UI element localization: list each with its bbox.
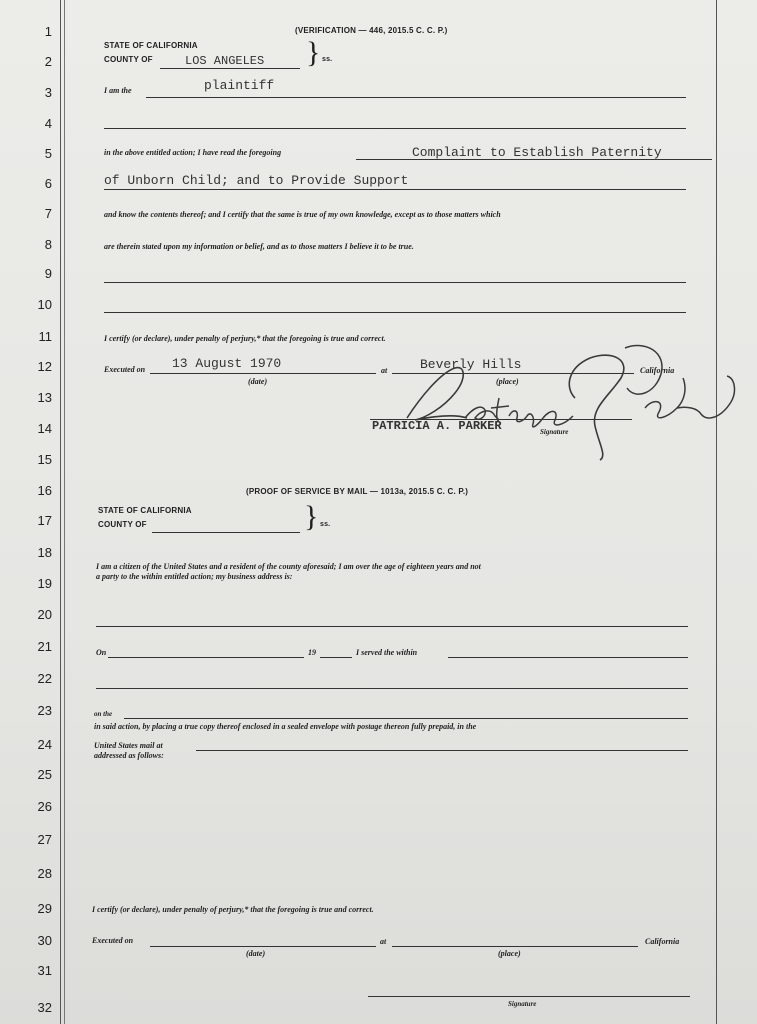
line-4-rule: [104, 128, 686, 129]
line-number: 13: [37, 390, 52, 405]
line-10-rule: [104, 312, 686, 313]
proof-nineteen: 19: [308, 648, 316, 657]
proof-date-rule: [150, 946, 376, 947]
line-number: 25: [37, 767, 52, 782]
verification-executed-on: Executed on: [104, 365, 146, 374]
line-number: 19: [37, 576, 52, 591]
proof-brace: }: [304, 500, 319, 533]
proof-at: at: [380, 937, 387, 946]
line-number: 2: [44, 54, 52, 69]
line-number: 32: [37, 1000, 52, 1015]
line-number: 17: [37, 513, 52, 528]
proof-california: California: [645, 937, 680, 946]
doc-title-line-1: Complaint to Establish Paternity: [412, 145, 662, 160]
line-number: 27: [37, 832, 52, 847]
verification-date-value: 13 August 1970: [172, 356, 282, 371]
doc-title-rule-2: [104, 189, 686, 190]
line-number: 1: [44, 24, 52, 39]
line-number: 26: [37, 799, 52, 814]
verification-certify: I certify (or declare), under penalty of perjury,* that the foregoing is true and correct.: [104, 334, 386, 343]
line-number: 9: [44, 266, 52, 281]
role-value: plaintiff: [204, 78, 275, 93]
verification-county-value: LOS ANGELES: [185, 54, 265, 68]
address-rule: [96, 626, 688, 627]
line-number: 3: [44, 85, 52, 100]
line-number: 29: [37, 901, 52, 916]
proof-us-mail: United States mail at: [94, 741, 163, 750]
line-number: 5: [44, 146, 52, 161]
date-rule: [150, 373, 376, 374]
signer-name: PATRICIA A. PARKER: [372, 419, 502, 433]
role-rule: [146, 97, 686, 98]
proof-on-the-rule: [124, 718, 688, 719]
proof-on: On: [96, 648, 107, 657]
line-number: 11: [38, 329, 52, 344]
proof-mail-rule: [196, 750, 688, 751]
line-number: 20: [37, 607, 52, 622]
proof-served-rule: [448, 657, 688, 658]
verification-state: STATE OF CALIFORNIA: [104, 41, 198, 50]
line-22-rule: [96, 688, 688, 689]
verification-county-label: COUNTY OF: [104, 55, 153, 64]
line-number: 23: [37, 703, 52, 718]
verification-at: at: [381, 366, 388, 375]
verification-place-label: (place): [496, 377, 519, 386]
line-number: 24: [37, 737, 52, 752]
proof-county-rule: [152, 532, 300, 533]
line-number: 18: [37, 545, 52, 560]
line-number: 10: [37, 297, 52, 312]
proof-served: I served the within: [356, 648, 418, 657]
left-margin-line-2: [64, 0, 65, 1024]
line-number: 31: [37, 963, 52, 978]
proof-on-rule: [108, 657, 304, 658]
right-margin-line: [716, 0, 717, 1024]
proof-state: STATE OF CALIFORNIA: [98, 506, 192, 515]
brace: }: [306, 36, 321, 69]
verification-heading: (VERIFICATION — 446, 2015.5 C. C. P.): [295, 26, 448, 35]
doc-title-rule-1: [356, 159, 712, 160]
left-margin-line: [60, 0, 61, 1024]
line-number: 7: [44, 206, 52, 221]
line-number: 16: [37, 483, 52, 498]
line-number: 15: [37, 452, 52, 467]
in-action-text: in the above entitled action; I have read the foregoing: [104, 148, 282, 157]
proof-executed-on: Executed on: [92, 936, 134, 945]
line-number: 6: [44, 176, 52, 191]
citizen-text-2: a party to the within entitled action; my business address is:: [96, 572, 293, 581]
proof-date-label: (date): [246, 949, 266, 958]
proof-ss: ss.: [320, 521, 331, 528]
line-number: 21: [37, 639, 52, 654]
verification-place-value: Beverly Hills: [420, 357, 522, 372]
line-number: 30: [37, 933, 52, 948]
i-am-the: I am the: [104, 86, 132, 95]
proof-certify: I certify (or declare), under penalty of perjury,* that the foregoing is true and correct.: [92, 905, 374, 914]
doc-title-line-2: of Unborn Child; and to Provide Support: [104, 173, 409, 188]
proof-heading: (PROOF OF SERVICE BY MAIL — 1013a, 2015.5 C. C. P.): [246, 487, 469, 496]
proof-on-the: on the: [94, 710, 113, 718]
citizen-text-1: I am a citizen of the United States and a resident of the county aforesaid; I am over the age of eighteen years and not: [96, 562, 481, 571]
line-9-rule: [104, 282, 686, 283]
line-number: 22: [37, 671, 52, 686]
line-number: 28: [37, 866, 52, 881]
proof-place-label: (place): [498, 949, 521, 958]
line-number: 14: [37, 421, 52, 436]
verification-ss: ss.: [322, 56, 333, 63]
verification-date-label: (date): [248, 377, 268, 386]
line-number: 4: [44, 116, 52, 131]
proof-said-action: in said action, by placing a true copy thereof enclosed in a sealed envelope with postage thereon fully prepaid, in the: [94, 722, 477, 731]
line-number: 12: [37, 359, 52, 374]
proof-place-rule: [392, 946, 638, 947]
proof-addressed: addressed as follows:: [94, 751, 164, 760]
proof-year-rule: [320, 657, 352, 658]
proof-signature-label: Signature: [508, 1000, 537, 1008]
county-rule: [160, 68, 300, 69]
proof-signature-rule: [368, 996, 690, 997]
handwritten-signature: [395, 338, 740, 463]
proof-county-label: COUNTY OF: [98, 520, 147, 529]
know-text-2: are therein stated upon my information or belief, and as to those matters I believe it to be true.: [104, 242, 414, 251]
verification-signature-label: Signature: [540, 428, 569, 436]
know-text-1: and know the contents thereof; and I certify that the same is true of my own knowledge, except as to those matters which: [104, 210, 501, 219]
verification-california: California: [640, 366, 675, 375]
line-number: 8: [44, 237, 52, 252]
